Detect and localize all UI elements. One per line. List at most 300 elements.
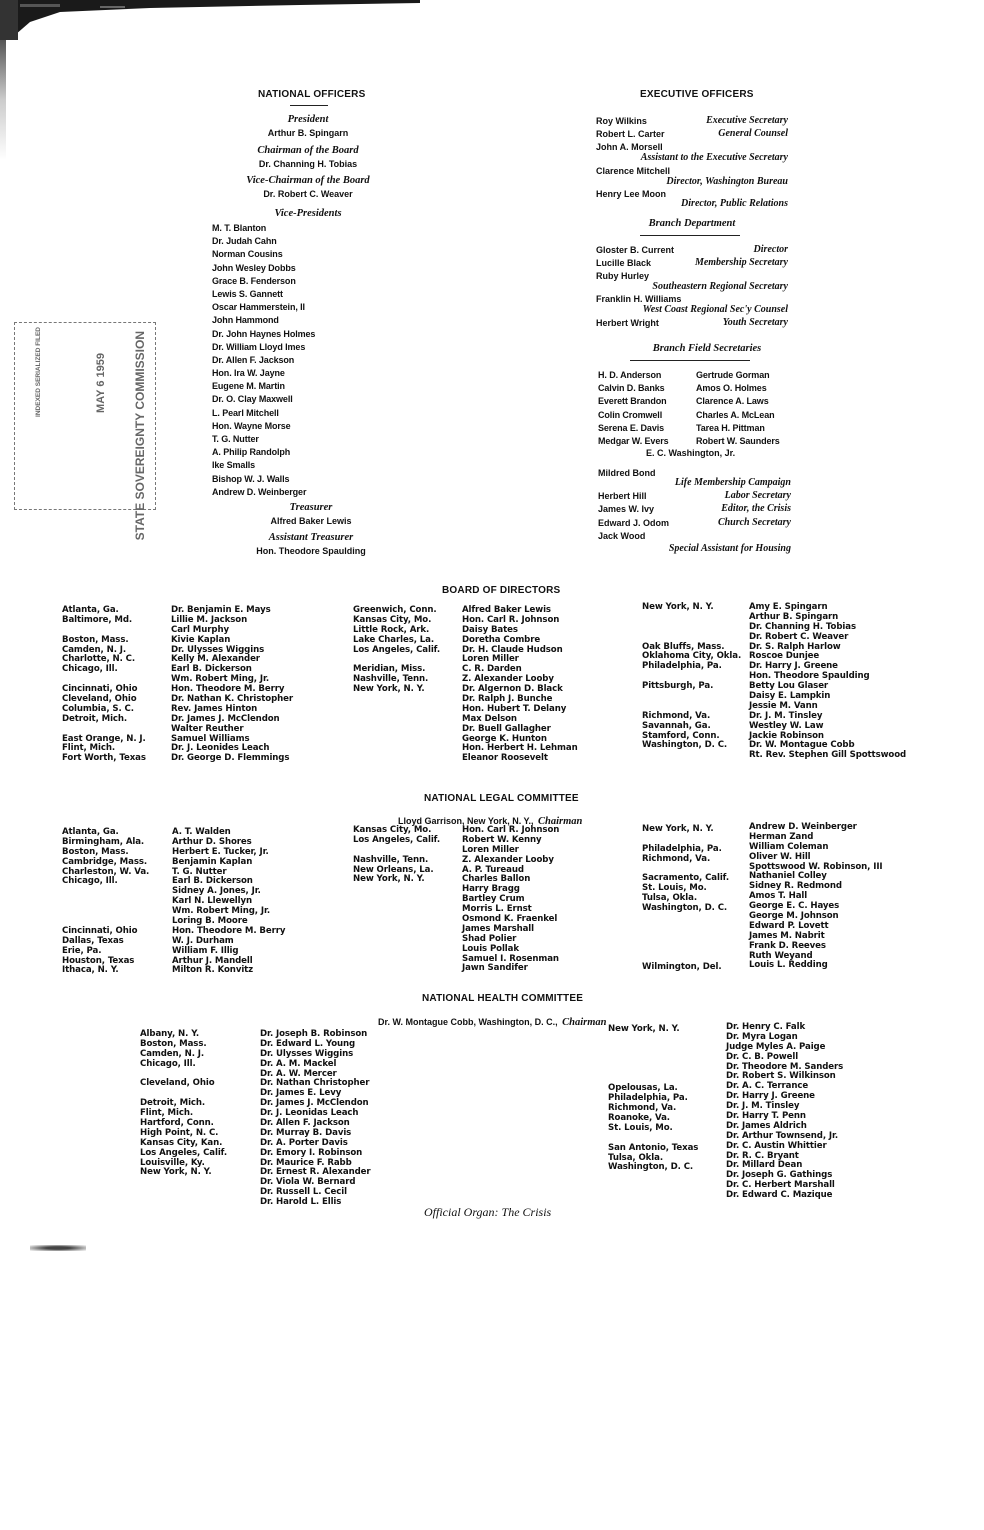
legal-city: Charleston, W. Va. xyxy=(62,866,150,877)
board-member-name: Amy E. Spingarn xyxy=(749,602,828,612)
vice-president-name: L. Pearl Mitchell xyxy=(212,407,279,418)
health-city xyxy=(608,1055,698,1065)
health-member-name: Dr. Harold L. Ellis xyxy=(260,1197,342,1208)
vice-president-name: Hon. Wayne Morse xyxy=(212,420,291,431)
health-city: Louisville, Ky. xyxy=(140,1157,205,1168)
legal-member-name: Jawn Sandifer xyxy=(462,963,528,974)
exec-name: John A. Morsell xyxy=(596,142,663,152)
health-member-name: Dr. A. Porter Davis xyxy=(260,1137,348,1148)
board-member-name: Hon. Theodore Spaulding xyxy=(749,671,870,682)
vice-president-name: Hon. Ira W. Jayne xyxy=(212,368,285,379)
legal-member-name: Andrew D. Weinberger xyxy=(749,822,857,832)
legal-city: Kansas City, Mo. xyxy=(353,825,432,835)
health-names-1 xyxy=(260,1030,371,1208)
board-member-name: Walter Reuther xyxy=(171,723,244,734)
board-member-name: Dr. Harry J. Greene xyxy=(749,661,838,672)
vice-president-name: Eugene M. Martin xyxy=(212,381,285,392)
board-member-name: Samuel Williams xyxy=(171,733,250,744)
board-city: Kansas City, Mo. xyxy=(353,614,432,625)
legal-city xyxy=(642,934,729,944)
legal-member-name: Benjamin Kaplan xyxy=(172,856,253,867)
legal-city: Sacramento, Calif. xyxy=(642,873,730,884)
legal-member-name: Charles Ballon xyxy=(462,874,531,885)
health-member-name: Dr. J. M. Tinsley xyxy=(726,1101,800,1112)
health-city xyxy=(608,1065,698,1075)
vice-president-name: Ike Smalls xyxy=(212,460,256,471)
legal-city xyxy=(62,897,149,907)
health-member-name: Dr. Joseph B. Robinson xyxy=(260,1029,368,1039)
legal-member-name: Loren Miller xyxy=(462,844,519,855)
stamp-commission: STATE SOVEREIGNTY COMMISSION xyxy=(133,331,147,541)
field-secretary-name: Serena E. Davis xyxy=(598,422,665,433)
board-member-name: Wm. Robert Ming, Jr. xyxy=(171,674,270,685)
assistant-treasurer-name: Hon. Theodore Spaulding xyxy=(256,546,366,556)
stamp-indexed: INDEXED SERIALIZED FILED xyxy=(35,327,42,417)
board-member-name: Dr. Algernon D. Black xyxy=(462,684,563,695)
legal-chairman-name: Lloyd Garrison, New York, N. Y., xyxy=(398,816,534,826)
health-city: Richmond, Va. xyxy=(608,1103,677,1114)
health-member-name: Dr. Emory I. Robinson xyxy=(260,1147,363,1158)
health-city: Washington, D. C. xyxy=(608,1162,694,1173)
legal-member-name: Amos T. Hall xyxy=(749,891,808,902)
health-heading: NATIONAL HEALTH COMMITTEE xyxy=(422,993,584,1004)
vice-chairman-name: Dr. Robert C. Weaver xyxy=(263,189,353,199)
president-title: President xyxy=(287,114,329,125)
board-city xyxy=(642,613,741,623)
staff-title: Editor, the Crisis xyxy=(721,503,791,514)
board-city: Baltimore, Md. xyxy=(62,614,133,625)
vice-president-name: T. G. Nutter xyxy=(212,434,259,444)
board-city: Stamford, Conn. xyxy=(642,730,720,741)
legal-member-name: Wm. Robert Ming, Jr. xyxy=(172,906,271,917)
board-city: New York, N. Y. xyxy=(353,684,425,695)
legal-member-name: Frank D. Reeves xyxy=(749,940,826,951)
vice-president-name: Andrew D. Weinberger xyxy=(212,486,307,497)
legal-city: Dallas, Texas xyxy=(62,935,124,946)
field-secretary-name: H. D. Anderson xyxy=(598,370,662,380)
board-member-name: Lillie M. Jackson xyxy=(171,614,248,625)
exec-title: Assistant to the Executive Secretary xyxy=(640,152,788,163)
vice-president-name: Bishop W. J. Walls xyxy=(212,473,290,484)
board-member-name: Earl B. Dickerson xyxy=(171,664,252,675)
board-member-name: Dr. Buell Gallagher xyxy=(462,723,551,734)
board-city: Detroit, Mich. xyxy=(62,713,128,724)
legal-city: Houston, Texas xyxy=(62,955,135,966)
health-city: Kansas City, Kan. xyxy=(140,1137,223,1148)
board-member-name: Jessie M. Vann xyxy=(749,700,818,711)
board-member-name: Betty Lou Glaser xyxy=(749,681,829,692)
vice-president-name: Grace B. Fenderson xyxy=(212,275,296,286)
board-member-name: Daisy E. Lampkin xyxy=(749,691,831,702)
health-member-name: Dr. R. C. Bryant xyxy=(726,1150,799,1161)
health-member-name: Dr. Myra Logan xyxy=(726,1031,798,1042)
board-member-name: Hon. Herbert H. Lehman xyxy=(462,743,578,754)
board-city: Los Angeles, Calif. xyxy=(353,644,441,655)
health-member-name: Dr. J. Leonidas Leach xyxy=(260,1108,359,1119)
branch-name: Ruby Hurley xyxy=(596,271,650,281)
board-cities-3 xyxy=(642,603,741,751)
field-secretary-name: Gertrude Gorman xyxy=(696,370,770,380)
legal-chairman-title: Chairman xyxy=(538,816,583,827)
field-secretaries-left xyxy=(598,369,669,448)
legal-member-name: Bartley Crum xyxy=(462,894,525,905)
legal-city: Tulsa, Okla. xyxy=(642,893,697,904)
board-city: Washington, D. C. xyxy=(642,740,728,751)
health-city: Albany, N. Y. xyxy=(140,1029,200,1039)
scan-edge-artifact xyxy=(0,0,420,40)
board-member-name: Dr. Channing H. Tobias xyxy=(749,621,856,632)
board-member-name: George K. Hunton xyxy=(462,733,547,744)
health-city: Hartford, Conn. xyxy=(140,1118,214,1129)
health-chairman-name: Dr. W. Montague Cobb, Washington, D. C., xyxy=(378,1017,558,1027)
left-edge-artifact xyxy=(0,40,6,160)
board-city: Atlanta, Ga. xyxy=(62,605,119,615)
board-names-3 xyxy=(749,603,906,761)
branch-name: Franklin H. Williams xyxy=(596,294,682,304)
health-city xyxy=(608,1035,698,1045)
legal-member-name: Arthur J. Mandell xyxy=(172,955,253,966)
legal-member-name: William Coleman xyxy=(749,841,829,852)
legal-city: St. Louis, Mo. xyxy=(642,883,707,894)
exec-name: Robert L. Carter xyxy=(596,129,665,139)
legal-city xyxy=(642,944,729,954)
board-member-name: Dr. W. Montague Cobb xyxy=(749,740,855,751)
board-member-name: Dr. Nathan K. Christopher xyxy=(171,694,294,705)
health-city: Detroit, Mich. xyxy=(140,1098,206,1109)
branch-title: Youth Secretary xyxy=(722,317,788,328)
legal-member-name: James M. Nabrit xyxy=(749,930,825,941)
board-city: Meridian, Miss. xyxy=(353,664,426,675)
staff-name: James W. Ivy xyxy=(598,504,655,514)
jack-wood: Jack Wood xyxy=(598,531,646,541)
board-city: Chicago, Ill. xyxy=(62,664,118,675)
field-secretary-name: Amos O. Holmes xyxy=(696,383,767,394)
treasurer-title: Treasurer xyxy=(289,502,333,513)
health-member-name: Dr. Joseph G. Gathings xyxy=(726,1170,833,1181)
divider xyxy=(290,105,328,106)
legal-city: Birmingham, Ala. xyxy=(62,836,145,847)
health-cities-1 xyxy=(140,1030,227,1178)
legal-member-name: Harry Bragg xyxy=(462,884,520,895)
board-member-name: Hon. Hubert T. Delany xyxy=(462,703,567,714)
branch-title: Southeastern Regional Secretary xyxy=(652,281,788,292)
vice-president-name: Dr. O. Clay Maxwell xyxy=(212,394,293,405)
legal-city: Chicago, Ill. xyxy=(62,876,118,887)
vice-president-name: A. Philip Randolph xyxy=(212,447,291,458)
board-city: Cleveland, Ohio xyxy=(62,694,137,705)
health-member-name: Dr. James Aldrich xyxy=(726,1120,807,1131)
legal-heading: NATIONAL LEGAL COMMITTEE xyxy=(424,793,579,804)
vice-president-name: Lewis S. Gannett xyxy=(212,288,283,299)
board-city: Nashville, Tenn. xyxy=(353,674,429,685)
field-secretary-name: Medgar W. Evers xyxy=(598,435,669,446)
exec-title: Executive Secretary xyxy=(706,115,788,126)
board-city: Pittsburgh, Pa. xyxy=(642,681,714,692)
board-city: Greenwich, Conn. xyxy=(353,605,437,615)
legal-member-name: W. J. Durham xyxy=(172,935,234,946)
health-member-name: Dr. Henry C. Falk xyxy=(726,1022,806,1032)
health-city: Flint, Mich. xyxy=(140,1108,194,1119)
board-member-name: Dr. J. M. Tinsley xyxy=(749,710,823,721)
president-name: Arthur B. Spingarn xyxy=(267,128,349,138)
health-city: San Antonio, Texas xyxy=(608,1142,699,1153)
board-city: Fort Worth, Texas xyxy=(62,753,146,764)
legal-member-name: Herbert E. Tucker, Jr. xyxy=(172,846,269,857)
legal-member-name: George E. C. Hayes xyxy=(749,901,840,912)
branch-name: Lucille Black xyxy=(596,258,652,268)
legal-member-name: Robert W. Kenny xyxy=(462,834,542,845)
staff-name: Edward J. Odom xyxy=(598,518,670,528)
legal-member-name: James Marshall xyxy=(462,923,534,934)
field-secretary-last: E. C. Washington, Jr. xyxy=(646,448,736,458)
legal-member-name: A. T. Walden xyxy=(172,827,231,837)
health-member-name: Judge Myles A. Paige xyxy=(726,1041,826,1052)
housing-title: Special Assistant for Housing xyxy=(668,543,791,554)
vice-president-name: M. T. Blanton xyxy=(212,223,267,233)
ink-smudge xyxy=(30,1245,86,1251)
board-city: Savannah, Ga. xyxy=(642,720,711,731)
vice-president-name: Dr. John Haynes Holmes xyxy=(212,328,316,339)
health-member-name: Dr. Theodore M. Sanders xyxy=(726,1061,844,1072)
health-member-name: Dr. Maurice F. Rabb xyxy=(260,1157,352,1168)
legal-member-name: George M. Johnson xyxy=(749,911,839,922)
branch-title: West Coast Regional Sec'y Counsel xyxy=(642,304,788,315)
health-city: Boston, Mass. xyxy=(140,1038,207,1049)
health-city: New York, N. Y. xyxy=(140,1167,212,1178)
legal-member-name: Hon. Theodore M. Berry xyxy=(172,925,286,936)
board-member-name: Roscoe Dunjee xyxy=(749,651,820,662)
staff-title: Church Secretary xyxy=(717,517,791,528)
legal-member-name: Hon. Carl R. Johnson xyxy=(462,825,560,835)
legal-member-name: Oliver W. Hill xyxy=(749,851,811,862)
health-member-name: Dr. Ulysses Wiggins xyxy=(260,1048,354,1059)
legal-member-name: Milton R. Konvitz xyxy=(172,965,254,976)
legal-names-3 xyxy=(749,823,883,971)
health-member-name: Dr. Harry T. Penn xyxy=(726,1111,806,1122)
health-chairman xyxy=(378,1012,606,1030)
legal-member-name: Samuel I. Rosenman xyxy=(462,953,559,964)
health-city: Roanoke, Va. xyxy=(608,1113,670,1124)
legal-member-name: Earl B. Dickerson xyxy=(172,876,253,887)
health-member-name: Dr. C. B. Powell xyxy=(726,1051,799,1062)
board-member-name: Alfred Baker Lewis xyxy=(462,605,551,615)
legal-member-name: Shad Polier xyxy=(462,933,517,944)
board-member-name: Eleanor Roosevelt xyxy=(462,753,548,764)
field-secretary-name: Colin Cromwell xyxy=(598,409,663,420)
legal-cities-1 xyxy=(62,828,149,976)
board-member-name: Dr. S. Ralph Harlow xyxy=(749,641,841,652)
health-member-name: Dr. A. C. Terrance xyxy=(726,1081,809,1092)
treasurer-name: Alfred Baker Lewis xyxy=(270,516,352,526)
vice-president-name: Dr. Judah Cahn xyxy=(212,236,277,247)
board-member-name: Dr. Ralph J. Bunche xyxy=(462,694,553,705)
legal-member-name: Ruth Weyand xyxy=(749,950,813,961)
health-city: St. Louis, Mo. xyxy=(608,1122,673,1133)
received-stamp xyxy=(14,322,156,541)
board-member-name: Kelly M. Alexander xyxy=(171,654,260,665)
health-member-name: Dr. Ernest R. Alexander xyxy=(260,1167,371,1178)
legal-cities-2 xyxy=(353,826,440,885)
health-member-name: Dr. Harry J. Greene xyxy=(726,1091,815,1102)
legal-city: Ithaca, N. Y. xyxy=(62,965,119,976)
health-city: New York, N. Y. xyxy=(608,1024,680,1034)
legal-city xyxy=(642,914,729,924)
health-member-name: Dr. James E. Levy xyxy=(260,1088,342,1099)
health-city xyxy=(608,1045,698,1055)
board-city: Boston, Mass. xyxy=(62,634,129,645)
legal-city: Cincinnati, Ohio xyxy=(62,925,138,936)
board-member-name: Dr. Ulysses Wiggins xyxy=(171,644,265,655)
field-secretary-name: Robert W. Saunders xyxy=(696,435,780,446)
board-heading: BOARD OF DIRECTORS xyxy=(442,585,561,596)
legal-city xyxy=(62,907,149,917)
board-city: Philadelphia, Pa. xyxy=(642,661,722,672)
board-city: Little Rock, Ark. xyxy=(353,624,430,635)
legal-city: Atlanta, Ga. xyxy=(62,827,119,837)
vice-presidents-list xyxy=(212,222,315,499)
health-cities-2 xyxy=(608,1025,698,1173)
board-member-name: Dr. H. Claude Hudson xyxy=(462,644,563,655)
exec-name: Clarence Mitchell xyxy=(596,166,671,176)
health-member-name: Dr. James J. McClendon xyxy=(260,1098,369,1109)
legal-member-name: Sidney A. Jones, Jr. xyxy=(172,886,261,897)
board-city: Lake Charles, La. xyxy=(353,634,435,645)
official-organ: Official Organ: The Crisis xyxy=(424,1205,552,1219)
branch-title: Director xyxy=(753,244,788,255)
board-city: Columbia, S. C. xyxy=(62,703,134,714)
health-member-name: Dr. Nathan Christopher xyxy=(260,1078,370,1089)
field-secretary-name: Calvin D. Banks xyxy=(598,383,665,394)
board-member-name: Dr. J. Leonides Leach xyxy=(171,743,270,754)
legal-city: Erie, Pa. xyxy=(62,945,102,956)
legal-city: Boston, Mass. xyxy=(62,846,129,857)
health-city: Los Angeles, Calif. xyxy=(140,1147,228,1158)
board-city: Camden, N. J. xyxy=(62,644,127,655)
legal-member-name: Louis Pollak xyxy=(462,943,519,954)
board-names-2 xyxy=(462,606,578,764)
legal-member-name: Arthur D. Shores xyxy=(172,836,252,847)
health-member-name: Dr. Russell L. Cecil xyxy=(260,1187,347,1198)
health-city: Cleveland, Ohio xyxy=(140,1078,215,1089)
health-member-name: Dr. Allen F. Jackson xyxy=(260,1118,350,1129)
life-membership-title: Life Membership Campaign xyxy=(674,477,791,488)
legal-member-name: Osmond K. Fraenkel xyxy=(462,914,558,925)
legal-city: New York, N. Y. xyxy=(353,874,425,885)
board-member-name: Doretha Combre xyxy=(462,634,541,645)
branch-name: Herbert Wright xyxy=(596,318,659,328)
vice-presidents-title: Vice-Presidents xyxy=(274,208,342,219)
health-member-name: Dr. Robert S. Wilkinson xyxy=(726,1071,836,1082)
branch-field-secretaries-title: Branch Field Secretaries xyxy=(652,343,762,354)
board-cities-1 xyxy=(62,606,146,764)
assistant-treasurer-title: Assistant Treasurer xyxy=(268,532,354,543)
vice-president-name: Norman Cousins xyxy=(212,249,283,260)
legal-city: New York, N. Y. xyxy=(642,824,714,834)
health-member-name: Dr. Millard Dean xyxy=(726,1160,803,1171)
board-city: New York, N. Y. xyxy=(642,602,714,612)
legal-city: New Orleans, La. xyxy=(353,864,434,875)
mildred-bond: Mildred Bond xyxy=(598,468,656,478)
branch-department-title: Branch Department xyxy=(648,218,736,229)
legal-member-name: Nathaniel Colley xyxy=(749,871,827,882)
board-member-name: Hon. Theodore M. Berry xyxy=(171,684,285,695)
exec-name: Henry Lee Moon xyxy=(596,189,667,199)
health-member-name: Dr. C. Austin Whittier xyxy=(726,1140,827,1151)
field-secretaries-right xyxy=(696,369,780,448)
board-names-1 xyxy=(171,606,293,764)
board-member-name: Jackie Robinson xyxy=(749,730,824,741)
legal-cities-3 xyxy=(642,825,729,973)
branch-title: Membership Secretary xyxy=(694,257,788,268)
field-secretary-name: Everett Brandon xyxy=(598,396,667,407)
health-city: Tulsa, Okla. xyxy=(608,1152,663,1163)
divider xyxy=(630,360,750,361)
health-city: Camden, N. J. xyxy=(140,1048,205,1059)
health-member-name: Dr. A. W. Mercer xyxy=(260,1068,337,1079)
staff-name: Herbert Hill xyxy=(598,491,647,501)
board-member-name: Dr. Robert C. Weaver xyxy=(749,631,849,642)
chairman-name: Dr. Channing H. Tobias xyxy=(258,159,358,169)
legal-member-name: A. P. Tureaud xyxy=(462,864,524,875)
board-member-name: Hon. Carl R. Johnson xyxy=(462,614,560,625)
health-member-name: Dr. A. M. Mackel xyxy=(260,1058,337,1069)
legal-member-name: Louis L. Redding xyxy=(749,960,828,971)
board-city xyxy=(642,623,741,633)
exec-title: Director, Public Relations xyxy=(681,198,788,209)
vice-president-name: John Wesley Dobbs xyxy=(212,262,296,273)
legal-member-name: Edward P. Lovett xyxy=(749,920,829,931)
board-city xyxy=(642,692,741,702)
health-member-name: Dr. Arthur Townsend, Jr. xyxy=(726,1130,839,1141)
board-member-name: Rev. James Hinton xyxy=(171,703,258,714)
vice-president-name: Dr. William Lloyd Imes xyxy=(212,341,306,352)
board-member-name: Dr. James J. McClendon xyxy=(171,713,280,724)
legal-member-name: T. G. Nutter xyxy=(172,866,227,877)
board-member-name: Rt. Rev. Stephen Gill Spottswood xyxy=(749,750,907,761)
health-member-name: Dr. Edward L. Young xyxy=(260,1038,356,1049)
legal-city: Washington, D. C. xyxy=(642,903,728,914)
executive-officers-heading: EXECUTIVE OFFICERS xyxy=(640,89,754,100)
board-city: East Orange, N. J. xyxy=(62,733,146,744)
legal-member-name: Herman Zand xyxy=(749,831,814,842)
vice-chairman-title: Vice-Chairman of the Board xyxy=(246,175,370,186)
health-city: Opelousas, La. xyxy=(608,1083,678,1094)
vice-president-name: Oscar Hammerstein, II xyxy=(212,302,305,313)
board-member-name: Dr. Benjamin E. Mays xyxy=(171,605,271,615)
board-member-name: Carl Murphy xyxy=(171,624,229,635)
health-member-name: Dr. Viola W. Bernard xyxy=(260,1177,356,1188)
board-member-name: C. R. Darden xyxy=(462,664,522,675)
board-city: Richmond, Va. xyxy=(642,710,711,721)
board-member-name: Loren Miller xyxy=(462,654,519,665)
health-member-name: Dr. Murray B. Davis xyxy=(260,1127,352,1138)
legal-city: Los Angeles, Calif. xyxy=(353,834,441,845)
legal-city: Philadelphia, Pa. xyxy=(642,843,722,854)
legal-city: Cambridge, Mass. xyxy=(62,856,148,867)
vice-president-name: John Hammond xyxy=(212,315,279,326)
health-city: High Point, N. C. xyxy=(140,1127,219,1138)
legal-city xyxy=(642,924,729,934)
health-names-2 xyxy=(726,1023,843,1201)
field-secretary-name: Clarence A. Laws xyxy=(696,396,769,407)
branch-name: Gloster B. Current xyxy=(596,245,675,255)
staff-title: Labor Secretary xyxy=(724,490,791,501)
vice-president-name: Dr. Allen F. Jackson xyxy=(212,354,295,365)
board-city: Flint, Mich. xyxy=(62,743,116,754)
board-city: Cincinnati, Ohio xyxy=(62,684,138,695)
board-member-name: Dr. George D. Flemmings xyxy=(171,753,290,764)
legal-member-name: Morris L. Ernst xyxy=(462,904,532,915)
